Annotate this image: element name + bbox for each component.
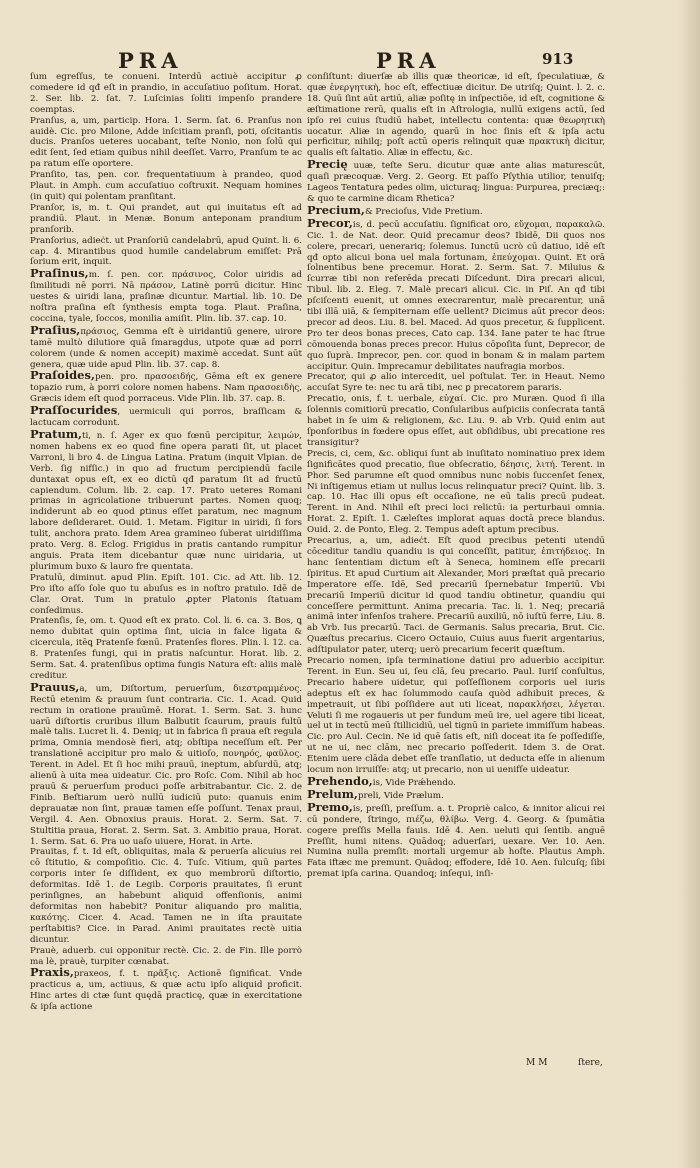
- entry-text: Precatio, onis, f. t. uerbale, εὐχαί. Cic. pro Muræn. Quod ſi illa ſolennis comitiorū precatio, Conſularibus auſpiciis conſecrata tantā habet in ſe uim & religionem, &c. Liu. 9. ab Vrb. Quid enim aut ſponſoribus in fœdere opus eſſet, aut obſidibus, ubi precatione res transigitur?: [307, 394, 605, 448]
- entry-text: is, preſſi, preſſum. a. t. Propriè calco, & innitor alicui rei cū pondere, ſtringo, πιέζω, θλίβω. Verg. 4. Georg. & ſpumātia cogere preſſis Mella fauis. Idē 4. Aen. ueluti qui ſentib. anguē Preſſit, humi nitens. Quādoq; aduerſari, uexare. Ver. 10. Aen. Numina nulla premſit: mortali urgemur ab hoſte. Plautus Amph. Fata iftæc me premunt. Quādoq; effodere, Idē 10. Aen. ſulcuſq; ſibi premat ipſa carina. Quandoq; inſequi, inſi-: [307, 803, 605, 880]
- entry-text: Pranſus, a, um, particip. Hora. 1. Serm. ſat. 6. Pranſus non auidè. Cic. pro Milone, Adde inſcitiam pranſi, poti, oſcitantis ducis. Pranſos ueteres uocabant, teſte Nonio, non ſolū qui edit ſent, ſed etiam quibus nihil deeſſet. Varro, Pranſum te ac pa ratum eſſe oportere.: [30, 115, 302, 170]
- entry-text: Pranſorius, adieċt. ut Pranſoriū candelabrū, apud Quint. li. 6. cap. 4. Mirantibus quod humile candelabrum emiſſet: Prā ſorium erit, inquit.: [30, 235, 302, 268]
- entry-headword: Precor,: [307, 215, 353, 230]
- entry-headword: Praſius,: [30, 322, 81, 337]
- entry-text: πράσιος, Gemma eſt è uiridantiū genere, uirore tamē multò dilutiore quā ſmaragdus, utpote quæ ad porri colorem (unde & nomen accepit) maximè accedat. Sunt aūt genera, quæ uide apud Plin. lib. 37. cap. 8.: [30, 326, 302, 370]
- dictionary-entry: [307, 159, 605, 205]
- dictionary-entry: [30, 616, 302, 681]
- dictionary-entry: [30, 322, 302, 371]
- entry-text: ti, n. ſ. Ager ex quo fœnū percipitur, λειμών, nomen habens ex eo quod fine opera parati ſit, ut placet Varroni, li bro 4. de Lingua Latina. Pratum (inquit Vlpian. de Verb. ſig nifſic.) in quo ad fructum percipiendū facile duntaxat opus eſt, ex eo dictū qđ paratum ſit ad fructū capiendum. Colum. lib. 2. cap. 17. Prato ueteres Romani primas in agricolatione tribuerunt partes. Nomen quoq; indiderunt ab eo quod ꝑtinus eſſet paratum, nec magnum labore deſideraret. Ouid. 1. Metam. Figitur in uiridi, ſi fors tulit, anchora prato. Idem Area gramineo ſuberat uiridiſſima prato. Verg. 8. Eclog. Frigidus in pratis cantando rumpitur anguis. Prata item dicebantur quæ nunc uiridaria, ut plurimum buxo & lauro fre quentata.: [30, 431, 302, 572]
- page-number: 913: [542, 50, 574, 68]
- entry-text: Precis, ci, cem, &c. obliqui ſunt ab inuſitato nominatiuo prex idem ſignificātes quod precatio, ſiue obſecratio, δέησις, λιτή. Terent. in Phor. Sed parumne eſt quod omnibus nunc nobis ſuccenſet ſenex, Ni inſtigemus etiam ut nullus locus relinquatur preci? Quint. lib. 3. cap. 10. Hac illi opus eſt occaſione, ne eū talis precū pudeat. Terent. in And. Nihil eſt preci loci relictū: ia perturbaui omnia. Horat. 2. Epiſt. 1. Cæleſtes implorat aquas doctā prece blandus. Ouid. 2. de Ponto, Eleg. 2. Tempus adeſt aptum precibus.: [307, 448, 605, 536]
- entry-headword: Prelum,: [307, 786, 358, 801]
- entry-text: Pratenſis, ſe, om. t. Quod eſt ex prato. Col. li. 6. ca. 3. Bos, ꝗ nemo dubitat quin optima ſint, uicia in falce ligata & cicercula, itēꝗ Pratenſe fœnū. Pratenſes flores. Plin. l. 12. ca. 8. Pratenſes fungi, qui in pratis naſcuntur. Horat. lib. 2. Serm. Sat. 4. pratenſibus optima fungis Natura eſt: aliis malè creditur.: [30, 616, 302, 681]
- right-column: [307, 72, 605, 880]
- entry-headword: Pratum,: [30, 427, 83, 441]
- dictionary-entry: [307, 799, 605, 880]
- dictionary-entry: [307, 536, 605, 656]
- entry-text: pen. pro. πρασοειδής, Gēma eſt ex genere topazio rum, à porri colore nomen habens. Nam πρασοειδὴς, Græcis idem eſt quod porraceus. Vide Plin. lib. 37. cap. 8.: [30, 372, 302, 405]
- dictionary-entry: [30, 72, 302, 116]
- page-edge-shadow: [678, 0, 700, 1168]
- entry-text: Precarius, a, um, adieċt. Eſt quod precibus petenti utendū cōceditur tandiu quandiu is qui conceſſit, patitur, ἐπιτήδειος. In hanc ſententiam dictum eſt à Seneca, hominem eſſe precarii ſpiritus. Et apud Curtium ait Alexander, Mori præſtat quā precario Imperatore eſſe. Idē, Sed precariū ſpernebatur Imperiū. Vbi precariū Imperiū dicitur id quod tandiu obtinetur, quandiu qui conceſſere permittunt. Anima precaria. Tac. li. 1. Neq; precariā animā inter infenſos trahere. Precariū auxiliū, nō iuſtū ferre, Liu. 8. ab Vrb. Ius precariū. Taci. de Germanis. Salus precaria, Brut. Cic. Quæſtus precarius. Cicero Octauio, Cuius auus fuerit argentarius, adſtipulator pater, uterq; uerò precarium fecerit quæſtum.: [307, 536, 605, 656]
- running-head-right: PRA: [376, 48, 441, 73]
- entry-headword: Precium,: [307, 202, 365, 217]
- entry-text: is, Vide Prǽhendo.: [372, 778, 456, 788]
- dictionary-entry: [30, 573, 302, 617]
- dictionary-entry: [30, 203, 302, 236]
- entry-text: is, d. pecū accuſatiu. ſignificat oro, εὔχομαι, παρακαλῶ. Cic. 1. de Nat. deor. Quid precamur deos? Ibidē, Dii quos nos colere, precari, uenerariq; ſolemus. Iunctū ucrò cū datiuo, idē eſt qđ opto alicui bona uel mala fortunam, ἐπεύχομαι. Quint. Et orā ſolnentibus bene precemur. Horat. 2. Serm. Sat. 7. Miluius & ſcurræ tibi non referēda precati Diſcedunt. Dira precari alicui, Tibul. lib. 2. Eleg. 7. Malè precari alicui. Cic. in Piſ. An qđ tibi pſciſcenti euenit, ut omnes execrarentur, malè precarentur, unā tibi illā uiā, & ſempiternam eſſe uellent? Dicimus aūt precor deos: precor ad deos. Liu. 8. bel. Maced. Ad quos precetur, & ſupplicent. Pro ter deos bonas preces, Cato cap. 134. Iane pater te hac ſtrue cōmouenda bonas preces precor. Huius cōpoſita ſunt, Deprecor, de quo ſuprà. Imprecor, pen. cor. quod in bonam & in malam partem accipitur. Quin. Imprecamur debilitates naufragia morbos.: [307, 219, 605, 372]
- dictionary-entry: [30, 236, 302, 269]
- entry-text: Precator, qui ꝓ alio intercedit, uel poſtulat. Ter. in Heaut. Nemo accuſat Syre te: nec tu arā tibi, nec ꝑ precatorem pararis.: [307, 372, 605, 394]
- entry-headword: Praſſocurides: [30, 403, 118, 418]
- entry-text: a, um, Diſtortum, peruerſum, διεστραμμένος. Rectū etenim & prauum ſunt contraria. Cic. 1. Acad. Quid rectum in oratione prauūmē. Horat. 1. Serm. Sat. 3. hunc uarū diſtortis cruribus illum Balbutit ſcaurum, prauis fultū malè talis. Lucret li. 4. Deniq; ut in fabrica ſi praua eſt regula prima, Omnia mendosè fieri, atq; obſtipa neceſſum eſt. Per translationē accipitur pro malo & uitioſo, πονηρός, φαῦλος. Terent. in Adel. Et ſi hoc mihi prauū, ineptum, abſurdū, atq; alienū à uita mea uideatur. Cic. pro Roſc. Com. Nihil ab hoc prauū & peruerſum produci poſſe arbitrabantur. Cic. 2. de Finib. Beſtiarum uerò nullū iudiciū puto: quanuis enim deprauatæ non ſint, prauæ tamen eſſe poſſunt. Tenax praui, Vergil. 4. Aen. Obnoxius prauis. Horat. 2. Serm. Sat. 7. Stultitia praua, Horat. 2. Serm. Sat. 3. Ambitio praua, Horat. 1. Serm. Sat. 6. Pra uo uaſo uiuere, Horat. in Arte.: [30, 683, 302, 847]
- entry-text: , uermiculi qui porros, braſſicam & lactucam corrodunt.: [30, 407, 302, 429]
- entry-text: Pratulū, diminut. apud Plin. Epiſt. 101. Cic. ad Att. lib. 12. Pro iſto aſſo ſole quo tu abuſus es in noſtro pratulo. Idē de Clar. Orat. Tum in pratulo ꝓpter Platonis ſtatuam conſedimus.: [30, 572, 302, 616]
- entry-text: & Precioſus, Vide Pretium.: [364, 206, 483, 217]
- entry-text: Pranſito, tas, pen. cor. frequentatiuum à prandeo, quod Plaut. in Amph. cum accuſatiuo coſtruxit. Nequam homines (in quit) qui polentam pranſitant.: [30, 170, 302, 202]
- catchword: ſtere,: [578, 1058, 603, 1068]
- entry-text: uuæ, teſte Seru. dicutur quæ ante alias maturescūt, quaſi præcoquæ. Verg. 2. Georg. Et paſſo Pſythia utilior, tenuiſq; Lageos Tentatura pedes olim, uicturaq; lingua: Purpurea, preciæq;: & quo te carmine dicam Rhetica?: [307, 161, 605, 204]
- entry-text: Precario nomen, ipſa terminatione datiui pro aduerbio accipitur. Terent. in Eun. Seu ui, ſeu clā, ſeu precario. Paul. Iuriſ conſultus, Precario habere uidetur, qui poſſeſſionem corporis uel iuris adeptus eſt ex hac ſolummodo cauſa quòd adhibuit preces, & impetrauit, ut ſibi poſſidere aut uti liceat, παρακλήσει, λέγεται. Veluti ſi me rogaueris ut per fundum meū ire, uel agere tibi liceat, uel ut in tectū meū ſtillicidiū, uel tignū in pariete immiſſum habeas. Cic. pro Aul. Cecin. Ne id quē ſatis eſt, niſi doceat ita ſe poſſediſſe, ut ne ui, nec clām, nec precario poſſederit. Idem 3. de Orat. Etenim uere clāda debet eſſe tranſlatio, ut deducta eſſe in alienum locum non irruiſſe: atq; ut precario, non ui uenifſe uideatur.: [307, 656, 605, 776]
- left-column: [30, 72, 302, 1013]
- entry-text: ſum egreſſus, te conueni. Interdū actiuè accipitur ꝓ comedere id qđ eſt in prandio, in accuſatiuo poſitum. Horat. 2. Ser. lib. 2. ſat. 7. Luſcinias ſoliti impenſo prandere coemptas.: [30, 72, 302, 115]
- dictionary-entry: [30, 370, 302, 405]
- dictionary-entry: [30, 679, 302, 848]
- dictionary-entry: [30, 268, 302, 325]
- dictionary-entry: [307, 449, 605, 536]
- dictionary-entry: [30, 946, 302, 968]
- entry-headword: Prauus,: [30, 679, 80, 694]
- entry-text: praxeos, f. t. πρᾶξις. Actionē ſignificat. Vnde practicus a, um, actiuus, & quæ actu ipſo aliquid proficit. Hinc artes di ctæ ſunt quędā practicę, quæ in exercitatione & ipſa actione: [30, 969, 302, 1013]
- entry-headword: Prehendo,: [307, 774, 373, 788]
- entry-headword: Premo,: [307, 799, 353, 814]
- entry-text: Prauè, aduerb. cui opponitur rectè. Cic. 2. de Fin. Ille porrò ma lè, prauè, turpiter cœnabat.: [30, 945, 302, 967]
- dictionary-entry: [30, 405, 302, 429]
- entry-headword: Praſoides,: [30, 368, 95, 383]
- entry-headword: Praſinus,: [30, 266, 89, 281]
- dictionary-entry: [30, 429, 302, 573]
- entry-text: Prauitas, f. t. Id eſt, obliquitas, mala & peruerſa alicuius rei cō ſtitutio, & compoſitio. Cic. 4. Tuſc. Vitium, quū partes corporis inter ſe diſſident, ex quo membrorū diſtortio, deformitas. Idē 1. de Legib. Corporis prauitates, ſi erunt perinſignes, an habebunt aliquid offenſionis, animi deformitas non habebit? Ponitur aliquando pro malitia, κακότης. Cicer. 4. Acad. Tamen ne in iſta prauitate perſtabitis? Cice. in Parad. Animi prauitates rectè uitia dicuntur.: [30, 847, 302, 945]
- dictionary-entry: [307, 215, 605, 373]
- entry-text: Pranſor, is, m. t. Qui prandet, aut qui inuitatus eſt ad prandiū. Plaut. in Menæ. Bonum anteponam prandium pranſorib.: [30, 202, 302, 235]
- running-head-left: PRA: [118, 48, 183, 73]
- dictionary-entry: [307, 656, 605, 776]
- dictionary-entry: [30, 847, 302, 945]
- entry-text: conſiſtunt: diuerſæ ab illis quæ theoricæ, id eſt, ſpeculatiuæ, & quæ ἐνεργητικὴ, hoc eſt, effectiuæ dicitur. De utriſq; Quint. l. 2. c. 18. Quū ſint aūt artiū, aliæ poſitę in inſpectiōe, id eſt, cognitione & æſtimatione rerū, qualis eſt in Aſtrologia, nullū exigens actū, ſed ipſo rei cuius ſtudiū habet, intellectu contenta: quæ θεωρητικὴ uocatur. Aliæ in agendo, quarū in hoc ſinis eſt & ipſa actu perficitur, nihilq; poſt actū operis relinquit quæ πρακτικὴ dicitur, qualis eſt ſaltatio. Aliæ in effectu, &c.: [307, 72, 605, 159]
- dictionary-entry: [30, 967, 302, 1013]
- entry-headword: Praxis,: [30, 965, 74, 980]
- dictionary-entry: [307, 394, 605, 449]
- dictionary-entry: [30, 116, 302, 171]
- dictionary-entry: [307, 72, 605, 159]
- entry-headword: Precię: [307, 157, 348, 172]
- entry-text: m. ſ. pen. cor. πράσινος, Color uiridis ad ſimilitudi nē porri. Nā πράσον, Latinè porrū dicitur. Hinc uestes & uiridi lana, praſinæ dicuntur. Martial. lib. 10. De noſtra praſina eſt ſynthesis empta toga. Plaut. Praſina, coccina, tyale, ſoccos, monilia amiſit. Plin. lib. 37. cap. 10.: [30, 270, 302, 324]
- signature-mark: MM: [526, 1058, 551, 1068]
- entry-text: preli, Vide Prælum.: [357, 790, 444, 801]
- dictionary-entry: [30, 170, 302, 203]
- dictionary-entry: [307, 372, 605, 394]
